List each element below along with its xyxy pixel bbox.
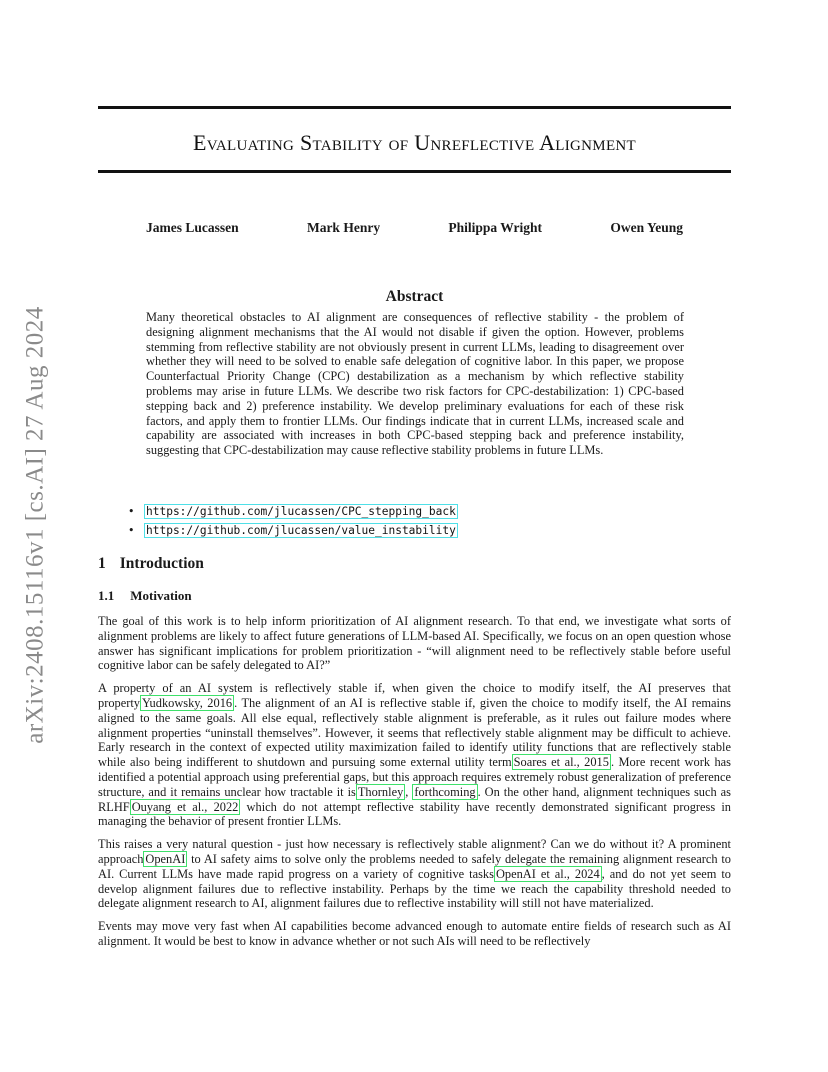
author-list [98, 220, 731, 236]
citation-link[interactable]: Thornley [357, 784, 404, 799]
citation-link[interactable]: OpenAI et al., 2024 [495, 866, 600, 881]
author: Philippa Wright [448, 220, 543, 235]
author: Mark Henry [306, 220, 381, 235]
section-number: 1 [98, 555, 106, 572]
paragraph-3: This raises a very natural question - just how necessary is reflectively stable alignment? Can we do without it? A prominent approach OpenAI to AI safety aims to solve only the problems needed to safely delegate the remaining alignment research to AI. Current LLMs have made rapid progress on a variety of cognitive tasks OpenAI et al., 2024 , and do not yet seem to develop alignment failures due to reflective instability. Perhaps by the time we reach the capability threshold needed to delegate alignment research to AI, alignment failures due to reflective instability will still not have materialized. [98, 837, 731, 911]
citation-link[interactable]: Yudkowsky, 2016 [141, 695, 233, 710]
title-rule-top [98, 106, 731, 109]
paragraph-1: The goal of this work is to help inform prioritization of AI alignment research. To that end, we investigate what sorts of alignment problems are likely to affect future generations of LLM-based AI. Specifically, we focus on an open question whose answer has significant implications for problem prioritization - “will alignment need to be reflectively stable before useful cognitive labor can be safely delegated to AI?” [98, 614, 731, 673]
bullet-icon: • [128, 505, 135, 518]
repo-link-list [128, 502, 458, 540]
bullet-icon: • [128, 524, 135, 537]
subsection-number: 1.1 [98, 588, 115, 603]
title-rule-bottom [98, 170, 731, 173]
subsection-title: Motivation [130, 588, 192, 603]
body-text [98, 614, 731, 957]
citation-link[interactable]: forthcoming [414, 784, 476, 799]
list-item [128, 502, 458, 521]
arxiv-sidebar [22, 290, 50, 760]
abstract-text: Many theoretical obstacles to AI alignment are consequences of reflective stability - the problem of designing alignment mechanisms that the AI would not disable if given the option. However, problems stemming from reflective stability are not obviously present in current LLMs, leading to disagreement over whether they will need to be solved to enable safe delegation of cognitive labor. In this paper, we propose Counterfactual Priority Change (CPC) destabilization as a mechanism by which reflective stability problems may arise in future LLMs. We describe two risk factors for CPC-destabilization: 1) CPC-based stepping back and 2) preference instability. We develop preliminary evaluations for each of these risk factors, and apply them to frontier LLMs. Our findings indicate that in current LLMs, increased scale and capability are associated with increases in both CPC-based stepping back and preference instability, suggesting that CPC-destabilization may cause reflective stability problems in future LLMs. [146, 310, 684, 458]
citation-link[interactable]: Ouyang et al., 2022 [131, 799, 239, 814]
author: Owen Yeung [610, 220, 683, 235]
section-title: Introduction [119, 555, 204, 572]
citation-link[interactable]: OpenAI [145, 851, 186, 866]
author: James Lucassen [146, 220, 239, 235]
paragraph-2: A property of an AI system is reflectively stable if, when given the choice to modify itself, the AI preserves that property Yudkowsky, 2016 . The alignment of an AI is reflective stable if, given the choice to modify itself, the AI remains aligned to the same goals. All else equal, reflectively stable alignment is preferable, as it rules out failure modes where alignment properties “uninstall themselves”. However, it seems that reflectively stable alignment may be difficult to achieve. Early research in the context of expected utility maximization failed to identify utility functions that are reflectively stable while also being indifferent to shutdown and pursuing some external utility term Soares et al., 2015 . More recent work has identified a potential approach using preferential gaps, but this approach requires extremely robust generalization of preference structure, and it remains unclear how tractable it is Thornley , forthcoming . On the other hand, alignment techniques such as RLHF Ouyang et al., 2022 which do not attempt reflective stability have recently demonstrated significant progress in managing the behavior of present frontier LLMs. [98, 681, 732, 829]
repo-link-value-instability[interactable]: https://github.com/jlucassen/value_instability [146, 524, 456, 537]
paragraph-4: Events may move very fast when AI capabilities become advanced enough to automate entire fields of research such as AI alignment. It would be best to know in advance whether or not such AIs will need to be reflectively [98, 919, 731, 948]
repo-link-cpc-stepping-back[interactable]: https://github.com/jlucassen/CPC_stepping_back [146, 505, 456, 518]
paper-title: Evaluating Stability of Unreflective Alignment [192, 130, 637, 155]
abstract-heading: Abstract [385, 288, 444, 305]
citation-link[interactable]: Soares et al., 2015 [513, 755, 609, 770]
arxiv-id: arXiv:2408.15116v1 [cs.AI] 27 Aug 2024 [22, 306, 50, 744]
section-heading [98, 555, 204, 573]
list-item [128, 521, 458, 540]
subsection-heading [98, 588, 192, 604]
